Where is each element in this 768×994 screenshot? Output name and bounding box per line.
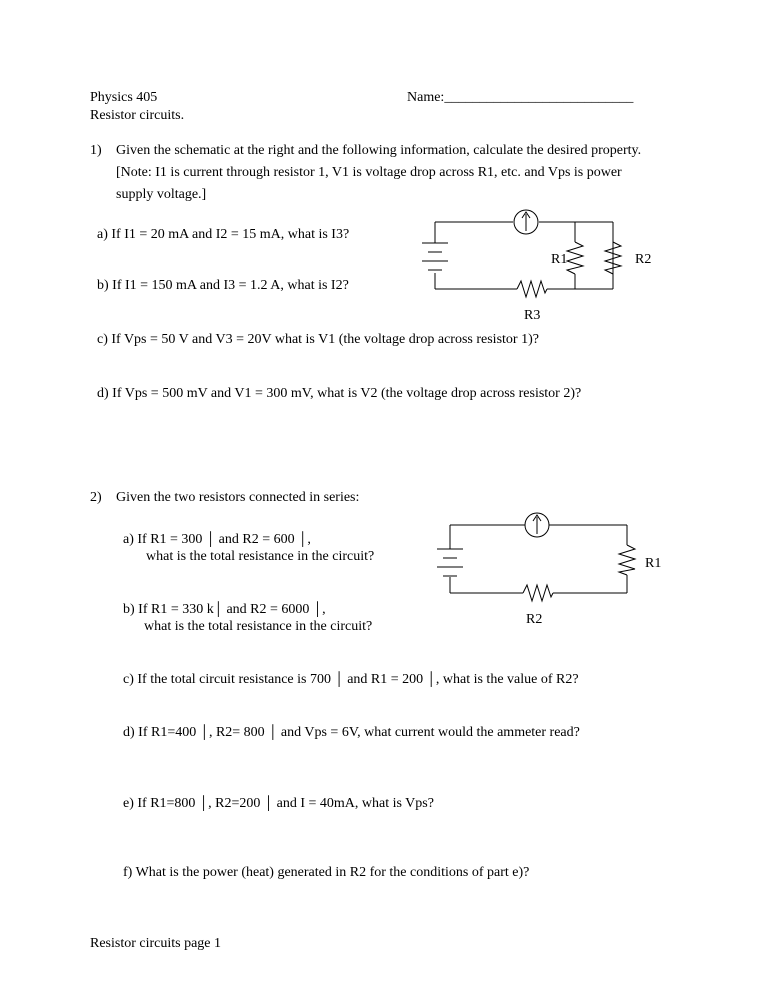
ohm-symbol-placeholder: │ [213,601,223,616]
ohm-symbol-placeholder: │ [263,795,274,810]
q2-part-a [123,530,311,549]
q2-part-f: f) What is the power (heat) generated in R2 for the conditions of part e)? [123,865,530,880]
ohm-symbol-placeholder: │ [334,671,344,686]
ammeter-symbol [514,210,538,234]
q2e-question-text: and I = 40mA, what is Vps? [276,796,434,811]
q2-intro: Given the two resistors connected in series: [116,490,360,505]
name-field-label: Name:___________________________ [407,90,634,105]
q2b-r2-text: and R2 = 6000 [226,602,310,617]
q2-part-e [123,794,434,813]
circuit-diagram-parallel [415,200,675,330]
q1-part-d: d) If Vps = 500 mV and V1 = 300 mV, what is V2 (the voltage drop across resistor 2)? [97,386,582,401]
q2d-r1-text: d) If R1=400 [123,725,197,740]
q1-instructions-line3: supply voltage.] [116,187,207,202]
ohm-symbol-placeholder: │ [312,601,323,616]
q1-instructions-line2: [Note: I1 is current through resistor 1, V1 is voltage drop across R1, etc. and Vps is power [116,165,622,180]
course-title: Physics 405 [90,90,158,105]
q2-part-b-line2: what is the total resistance in the circuit? [144,619,373,634]
q1-instructions-line1: Given the schematic at the right and the following information, calculate the desired property. [116,143,642,158]
q2a-comma: , [307,532,311,547]
q2e-r2-text: , R2=200 [208,796,261,811]
q1-part-b: b) If I1 = 150 mA and I3 = 1.2 A, what is I2? [97,278,349,293]
resistor-r3-symbol [517,281,547,297]
q2c-total-text: c) If the total circuit resistance is 700 [123,672,331,687]
q2c-question-text: , what is the value of R2? [435,672,579,687]
label-r3: R3 [524,308,541,323]
q2a-r1-text: a) If R1 = 300 [123,532,203,547]
ohm-symbol-placeholder: │ [198,795,209,810]
power-supply-battery-symbol [422,243,448,270]
label-r1: R1 [645,556,662,571]
q2a-r2-text: and R2 = 600 [218,532,295,547]
label-r1: R1 [551,252,568,267]
ammeter-symbol [525,513,549,537]
q2e-r1-text: e) If R1=800 [123,796,196,811]
ohm-symbol-placeholder: │ [205,531,216,546]
q2-part-d [123,723,580,742]
q2b-comma: , [322,602,326,617]
q2-part-a-line2: what is the total resistance in the circuit? [146,549,375,564]
worksheet-topic: Resistor circuits. [90,108,185,123]
ohm-symbol-placeholder: │ [199,724,209,739]
label-r2: R2 [526,612,543,627]
q2-number: 2) [90,490,102,505]
circuit-diagram-series [415,505,675,635]
q2c-r1-text: and R1 = 200 [347,672,424,687]
ohm-symbol-placeholder: │ [298,531,308,546]
q2-part-c [123,670,579,689]
resistor-r1-symbol [619,545,635,575]
q2-part-b [123,600,326,619]
q1-number: 1) [90,143,102,158]
circuit1-wires [435,222,613,289]
label-r2: R2 [635,252,652,267]
resistor-r1-symbol [567,242,583,274]
q2d-question-text: and Vps = 6V, what current would the ammeter read? [280,725,580,740]
circuit2-wires [450,525,627,593]
resistor-r2-symbol [523,585,553,601]
ohm-symbol-placeholder: │ [268,724,278,739]
power-supply-battery-symbol [437,549,463,576]
q1-part-c: c) If Vps = 50 V and V3 = 20V what is V1 (the voltage drop across resistor 1)? [97,332,539,347]
q2b-r1-text: b) If R1 = 330 k [123,602,214,617]
q1-part-a: a) If I1 = 20 mA and I2 = 15 mA, what is I3? [97,227,350,242]
q2d-r2-text: , R2= 800 [208,725,265,740]
page-footer: Resistor circuits page 1 [90,936,222,951]
ohm-symbol-placeholder: │ [426,671,436,686]
